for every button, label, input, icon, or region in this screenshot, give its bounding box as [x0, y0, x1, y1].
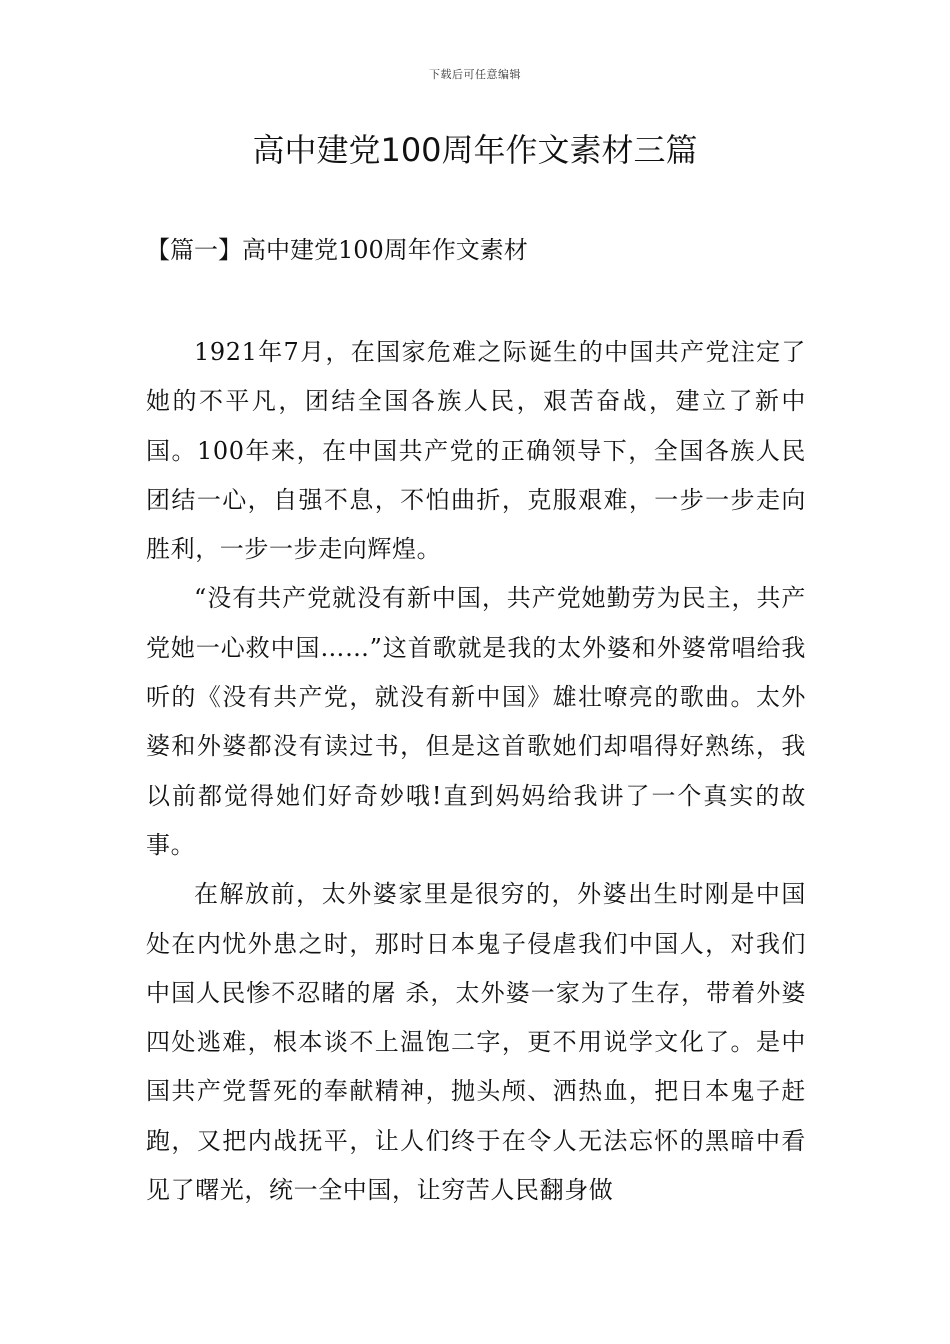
body-text	[146, 328, 806, 1215]
header-note: 下载后可任意编辑	[429, 68, 521, 81]
section-heading: 【篇一】高中建党100周年作文素材	[146, 236, 528, 264]
document-title: 高中建党100周年作文素材三篇	[252, 131, 698, 169]
paragraph: 在解放前，太外婆家里是很穷的，外婆出生时刚是中国处在内忧外患之时，那时日本鬼子侵虐我们中国人，对我们中国人民惨不忍睹的屠 杀，太外婆一家为了生存，带着外婆四处逃难，根本谈不上温饱二字，更不用说学文化了。是中国共产党誓死的奉献精神，抛头颅、洒热血，把日本鬼子赶跑，又把内战抚平，让人们终于在令人无法忘怀的黑暗中看见了曙光，统一全中国，让穷苦人民翻身做	[146, 880, 806, 1205]
paragraph: “没有共产党就没有新中国，共产党她勤劳为民主，共产党她一心救中国……”这首歌就是我的太外婆和外婆常唱给我听的《没有共产党，就没有新中国》雄壮嘹亮的歌曲。太外婆和外婆都没有读过书，但是这首歌她们却唱得好熟练，我以前都觉得她们好奇妙哦!直到妈妈给我讲了一个真实的故事。	[146, 584, 806, 859]
paragraph: 1921年7月，在国家危难之际诞生的中国共产党注定了她的不平凡，团结全国各族人民，艰苦奋战，建立了新中国。100年来，在中国共产党的正确领导下，全国各族人民团结一心，自强不息，不怕曲折，克服艰难，一步一步走向胜利，一步一步走向辉煌。	[146, 338, 806, 564]
